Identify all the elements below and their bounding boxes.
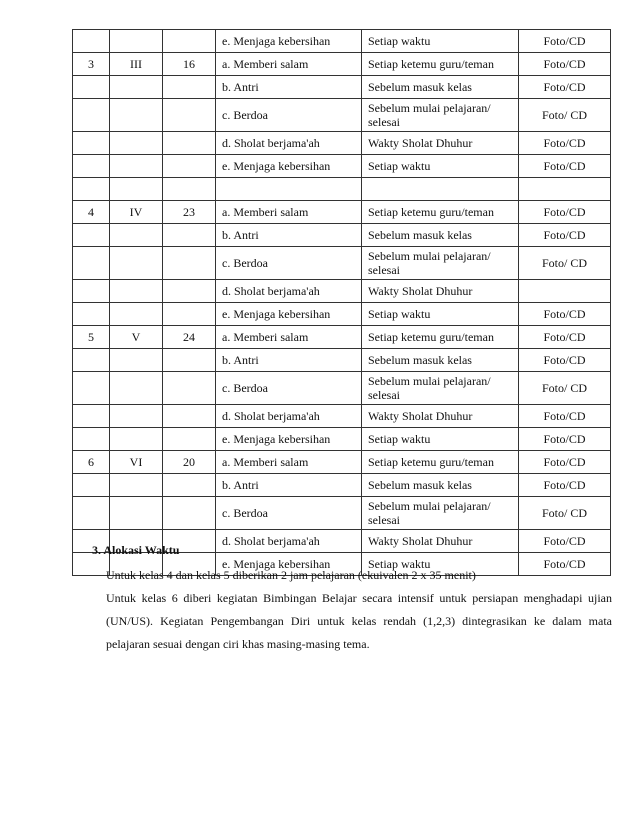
activity-cell: a. Memberi salam xyxy=(216,201,362,224)
class-cell xyxy=(110,280,163,303)
student-count-cell xyxy=(163,76,216,99)
evidence-cell xyxy=(519,280,611,303)
row-number-cell: 6 xyxy=(73,451,110,474)
class-cell xyxy=(110,372,163,405)
class-cell xyxy=(110,428,163,451)
activity-cell: c. Berdoa xyxy=(216,247,362,280)
evidence-cell: Foto/CD xyxy=(519,224,611,247)
student-count-cell xyxy=(163,155,216,178)
activity-cell: c. Berdoa xyxy=(216,497,362,530)
table-row xyxy=(73,224,611,247)
class-cell xyxy=(110,247,163,280)
evidence-cell: Foto/CD xyxy=(519,405,611,428)
time-cell: Setiap waktu xyxy=(362,155,519,178)
student-count-cell xyxy=(163,372,216,405)
table-row xyxy=(73,280,611,303)
student-count-cell xyxy=(163,99,216,132)
time-cell: Setiap waktu xyxy=(362,553,519,576)
activity-cell: e. Menjaga kebersihan xyxy=(216,155,362,178)
student-count-cell: 23 xyxy=(163,201,216,224)
evidence-cell: Foto/CD xyxy=(519,474,611,497)
evidence-cell: Foto/CD xyxy=(519,326,611,349)
table-row xyxy=(73,497,611,530)
time-cell: Sebelum mulai pelajaran/ selesai xyxy=(362,247,519,280)
row-number-cell: 3 xyxy=(73,53,110,76)
row-number-cell xyxy=(73,405,110,428)
activity-cell: d. Sholat berjama'ah xyxy=(216,132,362,155)
table-row xyxy=(73,53,611,76)
table-row xyxy=(73,247,611,280)
time-cell: Wakty Sholat Dhuhur xyxy=(362,132,519,155)
evidence-cell: Foto/CD xyxy=(519,530,611,553)
student-count-cell xyxy=(163,178,216,201)
class-cell xyxy=(110,155,163,178)
evidence-cell: Foto/CD xyxy=(519,201,611,224)
activity-cell: b. Antri xyxy=(216,349,362,372)
student-count-cell xyxy=(163,224,216,247)
class-cell xyxy=(110,99,163,132)
evidence-cell: Foto/CD xyxy=(519,553,611,576)
class-cell: V xyxy=(110,326,163,349)
row-number-cell xyxy=(73,76,110,99)
class-cell: III xyxy=(110,53,163,76)
student-count-cell xyxy=(163,280,216,303)
row-number-cell xyxy=(73,303,110,326)
class-cell xyxy=(110,405,163,428)
class-cell: VI xyxy=(110,451,163,474)
row-number-cell xyxy=(73,30,110,53)
student-count-cell: 16 xyxy=(163,53,216,76)
activity-cell: a. Memberi salam xyxy=(216,451,362,474)
student-count-cell: 24 xyxy=(163,326,216,349)
student-count-cell xyxy=(163,497,216,530)
activity-cell: a. Memberi salam xyxy=(216,53,362,76)
class-cell xyxy=(110,30,163,53)
time-cell xyxy=(362,178,519,201)
table-row xyxy=(73,349,611,372)
table-row xyxy=(73,451,611,474)
time-cell: Setiap waktu xyxy=(362,428,519,451)
student-count-cell xyxy=(163,428,216,451)
row-number-cell xyxy=(73,280,110,303)
activity-cell: c. Berdoa xyxy=(216,99,362,132)
class-cell xyxy=(110,178,163,201)
time-cell: Sebelum masuk kelas xyxy=(362,224,519,247)
activity-cell: e. Menjaga kebersihan xyxy=(216,303,362,326)
table-row xyxy=(73,428,611,451)
time-allocation-section xyxy=(92,543,612,656)
table-row xyxy=(73,76,611,99)
time-cell: Sebelum mulai pelajaran/ selesai xyxy=(362,372,519,405)
row-number-cell xyxy=(73,372,110,405)
evidence-cell: Foto/ CD xyxy=(519,497,611,530)
row-number-cell xyxy=(73,132,110,155)
table-row xyxy=(73,405,611,428)
activity-cell xyxy=(216,178,362,201)
table-row xyxy=(73,303,611,326)
student-count-cell xyxy=(163,132,216,155)
evidence-cell: Foto/CD xyxy=(519,53,611,76)
section-paragraph: Untuk kelas 6 diberi kegiatan Bimbingan Belajar secara intensif untuk persiapan menghadapi ujian (UN/US). Kegiatan Pengembangan Diri untuk kelas rendah (1,2,3) dintegrasikan ke dalam mata pelajaran sesuai dengan ciri khas masing-masing tema. xyxy=(106,591,612,651)
evidence-cell: Foto/ CD xyxy=(519,99,611,132)
time-cell: Setiap waktu xyxy=(362,303,519,326)
evidence-cell: Foto/CD xyxy=(519,155,611,178)
time-cell: Sebelum masuk kelas xyxy=(362,474,519,497)
activity-cell: d. Sholat berjama'ah xyxy=(216,280,362,303)
class-cell xyxy=(110,474,163,497)
evidence-cell: Foto/CD xyxy=(519,349,611,372)
table-row xyxy=(73,155,611,178)
evidence-cell: Foto/CD xyxy=(519,132,611,155)
student-count-cell xyxy=(163,303,216,326)
table-row xyxy=(73,132,611,155)
activity-cell: b. Antri xyxy=(216,224,362,247)
evidence-cell: Foto/ CD xyxy=(519,247,611,280)
class-cell xyxy=(110,76,163,99)
time-cell: Wakty Sholat Dhuhur xyxy=(362,405,519,428)
section-heading: 3. Alokasi Waktu xyxy=(92,543,180,557)
student-count-cell xyxy=(163,349,216,372)
class-cell xyxy=(110,132,163,155)
student-count-cell: 20 xyxy=(163,451,216,474)
class-cell xyxy=(110,497,163,530)
evidence-cell xyxy=(519,178,611,201)
time-cell: Setiap waktu xyxy=(362,30,519,53)
activity-cell: a. Memberi salam xyxy=(216,326,362,349)
row-number-cell xyxy=(73,349,110,372)
row-number-cell xyxy=(73,155,110,178)
row-number-cell: 5 xyxy=(73,326,110,349)
table-row xyxy=(73,178,611,201)
evidence-cell: Foto/ CD xyxy=(519,372,611,405)
evidence-cell: Foto/CD xyxy=(519,451,611,474)
student-count-cell xyxy=(163,474,216,497)
row-number-cell: 4 xyxy=(73,201,110,224)
table-row xyxy=(73,372,611,405)
time-cell: Setiap ketemu guru/teman xyxy=(362,201,519,224)
evidence-cell: Foto/CD xyxy=(519,303,611,326)
time-cell: Sebelum mulai pelajaran/ selesai xyxy=(362,497,519,530)
class-cell xyxy=(110,349,163,372)
evidence-cell: Foto/CD xyxy=(519,30,611,53)
time-cell: Setiap ketemu guru/teman xyxy=(362,451,519,474)
activity-cell: d. Sholat berjama'ah xyxy=(216,530,362,553)
time-cell: Setiap ketemu guru/teman xyxy=(362,326,519,349)
activity-cell: e. Menjaga kebersihan xyxy=(216,30,362,53)
activity-cell: b. Antri xyxy=(216,76,362,99)
table-body xyxy=(73,30,611,576)
activity-cell: e. Menjaga kebersihan xyxy=(216,553,362,576)
class-cell xyxy=(110,224,163,247)
evidence-cell: Foto/CD xyxy=(519,428,611,451)
row-number-cell xyxy=(73,247,110,280)
time-cell: Sebelum mulai pelajaran/ selesai xyxy=(362,99,519,132)
class-cell xyxy=(110,303,163,326)
row-number-cell xyxy=(73,99,110,132)
time-cell: Setiap ketemu guru/teman xyxy=(362,53,519,76)
activity-cell: e. Menjaga kebersihan xyxy=(216,428,362,451)
time-cell: Wakty Sholat Dhuhur xyxy=(362,280,519,303)
activity-cell: d. Sholat berjama'ah xyxy=(216,405,362,428)
table-row xyxy=(73,474,611,497)
activity-cell: b. Antri xyxy=(216,474,362,497)
student-count-cell xyxy=(163,30,216,53)
row-number-cell xyxy=(73,224,110,247)
row-number-cell xyxy=(73,428,110,451)
table-row xyxy=(73,201,611,224)
row-number-cell xyxy=(73,474,110,497)
time-cell: Sebelum masuk kelas xyxy=(362,349,519,372)
class-cell: IV xyxy=(110,201,163,224)
activity-schedule-table xyxy=(72,29,611,576)
student-count-cell xyxy=(163,247,216,280)
section-paragraph: Untuk kelas 4 dan kelas 5 diberikan 2 jam pelajaran (ekuivalen 2 x 35 menit) xyxy=(106,568,476,582)
time-cell: Sebelum masuk kelas xyxy=(362,76,519,99)
student-count-cell xyxy=(163,405,216,428)
evidence-cell: Foto/CD xyxy=(519,76,611,99)
table-row xyxy=(73,99,611,132)
time-cell: Wakty Sholat Dhuhur xyxy=(362,530,519,553)
table-row xyxy=(73,326,611,349)
row-number-cell xyxy=(73,497,110,530)
row-number-cell xyxy=(73,178,110,201)
table-row xyxy=(73,30,611,53)
activity-cell: c. Berdoa xyxy=(216,372,362,405)
